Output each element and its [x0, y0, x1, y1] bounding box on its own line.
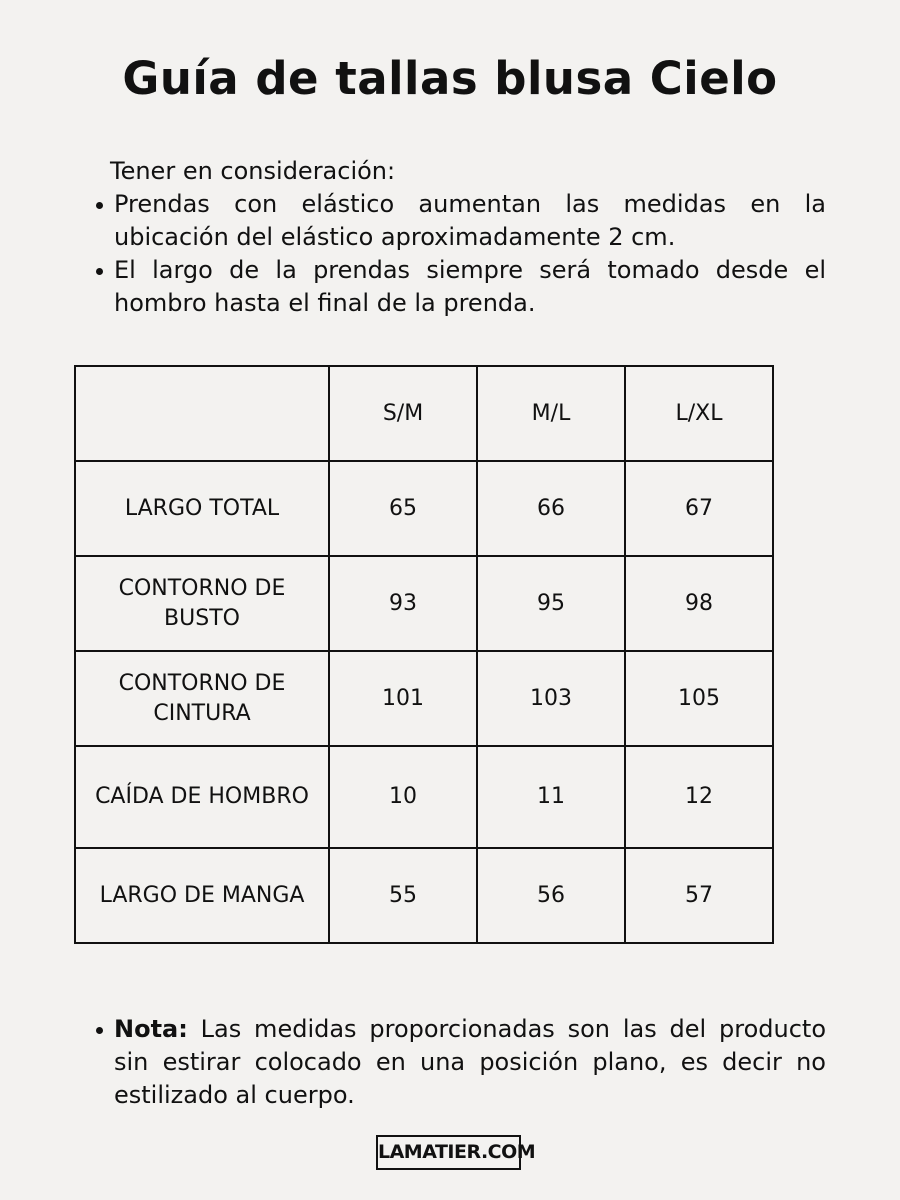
note-section — [94, 1013, 826, 1112]
table-cell: 67 — [625, 461, 773, 556]
note-text: Las medidas proporcionadas son las del producto sin estirar colocado en una posición plano, es decir no estilizado al cuerpo. — [114, 1015, 826, 1109]
size-header-ml: M/L — [477, 366, 625, 461]
note-item — [94, 1013, 826, 1112]
table-cell: 105 — [625, 651, 773, 746]
consideration-item: Prendas con elástico aumentan las medidas en la ubicación del elástico aproximadamente 2 cm. — [94, 188, 826, 254]
row-label: CONTORNO DE BUSTO — [75, 556, 329, 651]
row-label: CAÍDA DE HOMBRO — [75, 746, 329, 848]
size-table — [74, 365, 774, 944]
table-header-row — [75, 366, 773, 461]
considerations-section — [94, 155, 826, 320]
size-header-lxl: L/XL — [625, 366, 773, 461]
table-cell: 10 — [329, 746, 477, 848]
table-row — [75, 461, 773, 556]
brand-logo: LAMATIER.COM — [376, 1135, 521, 1170]
table-cell: 103 — [477, 651, 625, 746]
table-cell: 95 — [477, 556, 625, 651]
table-cell: 93 — [329, 556, 477, 651]
table-cell: 98 — [625, 556, 773, 651]
table-cell: 56 — [477, 848, 625, 943]
table-row — [75, 651, 773, 746]
page-title: Guía de tallas blusa Cielo — [122, 52, 778, 105]
consideration-item: El largo de la prendas siempre será tomado desde el hombro hasta el final de la prenda. — [94, 254, 826, 320]
note-label: Nota: — [114, 1015, 188, 1043]
note-list — [94, 1013, 826, 1112]
table-cell: 11 — [477, 746, 625, 848]
table-cell: 101 — [329, 651, 477, 746]
table-cell: 12 — [625, 746, 773, 848]
table-corner-cell — [75, 366, 329, 461]
table-row — [75, 746, 773, 848]
table-cell: 57 — [625, 848, 773, 943]
table-row — [75, 848, 773, 943]
table-cell: 65 — [329, 461, 477, 556]
row-label: LARGO DE MANGA — [75, 848, 329, 943]
row-label: CONTORNO DE CINTURA — [75, 651, 329, 746]
size-header-sm: S/M — [329, 366, 477, 461]
considerations-intro: Tener en consideración: — [110, 157, 396, 185]
table-row — [75, 556, 773, 651]
row-label: LARGO TOTAL — [75, 461, 329, 556]
table-cell: 55 — [329, 848, 477, 943]
table-cell: 66 — [477, 461, 625, 556]
considerations-list — [94, 188, 826, 320]
